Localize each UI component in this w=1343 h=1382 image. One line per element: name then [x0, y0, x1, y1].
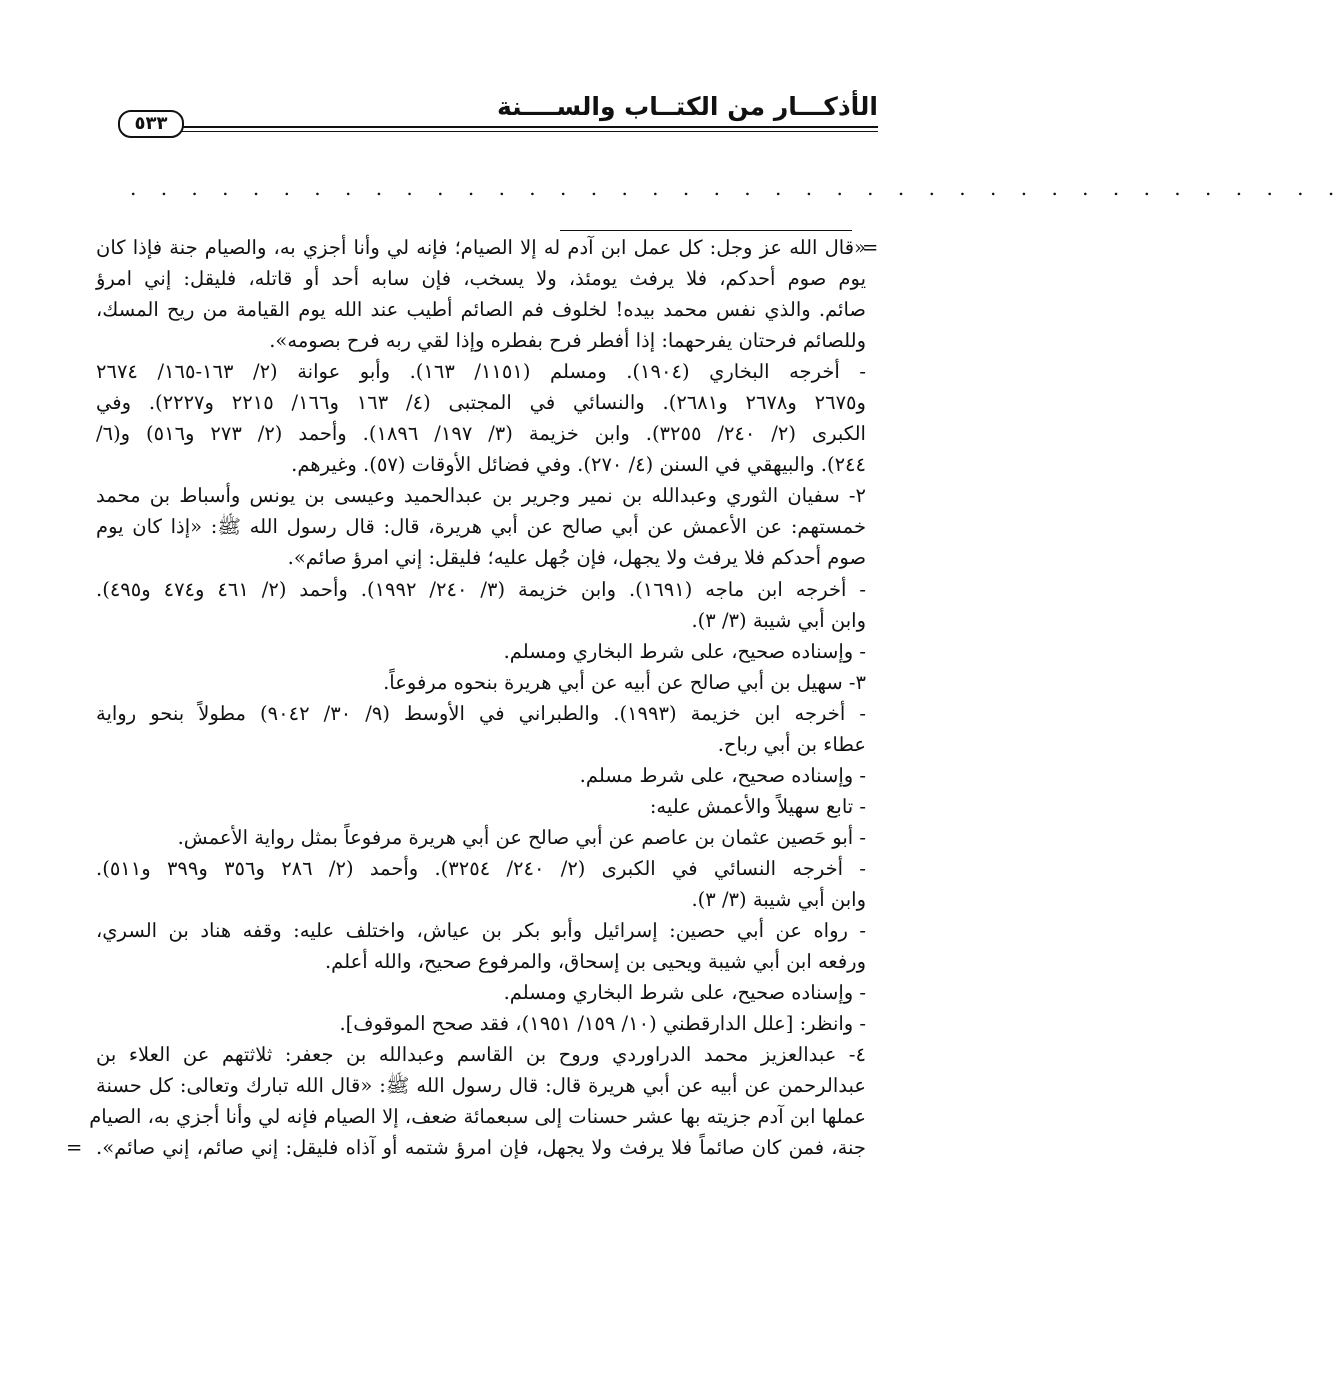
- text-line: عبدالرحمن عن أبيه عن أبي هريرة قال: قال رسول الله ﷺ: «قال الله تبارك وتعالى: كل حسنة: [96, 1074, 866, 1098]
- text-line: صوم أحدكم فلا يرفث ولا يجهل، فإن جُهل عليه؛ فليقل: إني امرؤ صائم».: [287, 546, 866, 570]
- text-line: - أخرجه النسائي في الكبرى (٢/ ٢٤٠/ ٣٢٥٤). وأحمد (٢/ ٢٨٦ و٣٥٦ و٣٩٩ و٥١١).: [96, 856, 866, 880]
- text-line: الكبرى (٢/ ٢٤٠/ ٣٢٥٥). وابن خزيمة (٣/ ١٩٧/ ١٨٩٦). وأحمد (٢/ ٢٧٣ و٥١٦) و(٦/: [96, 422, 866, 446]
- text-line: - وإسناده صحيح، على شرط البخاري ومسلم.: [503, 981, 866, 1005]
- text-line: جنة، فمن كان صائماً فلا يرفث ولا يجهل، فإن امرؤ شتمه أو آذاه فليقل: إني صائم، إني صائم».: [96, 1136, 866, 1160]
- text-line: خمستهم: عن الأعمش عن أبي صالح عن أبي هريرة، قال: قال رسول الله ﷺ: «إذا كان يوم: [96, 515, 866, 539]
- footnote-text: [89, 232, 866, 1163]
- text-line: وابن أبي شيبة (٣/ ٣).: [691, 887, 866, 911]
- header-rule: [174, 126, 878, 128]
- page-number: ٥٣٣: [118, 110, 184, 138]
- text-line: - رواه عن أبي حصين: إسرائيل وأبو بكر بن عياش، واختلف عليه: وقفه هناد بن السري،: [96, 919, 866, 943]
- continuation-mark-end: =: [66, 1136, 83, 1160]
- text-line: - أخرجه ابن خزيمة (١٩٩٣). والطبراني في الأوسط (٩/ ٣٠/ ٩٠٤٢) مطولاً بنحو رواية: [96, 701, 866, 725]
- text-line: - أخرجه البخاري (١٩٠٤). ومسلم (١١٥١/ ١٦٣). وأبو عوانة (٢/ ١٦٣-١٦٥/ ٢٦٧٤: [96, 360, 866, 384]
- text-line: ورفعه ابن أبي شيبة ويحيى بن إسحاق، والمرفوع صحيح، والله أعلم.: [324, 950, 866, 974]
- text-line: - وإسناده صحيح، على شرط مسلم.: [579, 763, 866, 787]
- text-line: وابن أبي شيبة (٣/ ٣).: [691, 608, 866, 632]
- text-line: عطاء بن أبي رباح.: [717, 732, 866, 756]
- running-title: الأذكـــار من الكتــاب والســــنة: [497, 92, 878, 121]
- text-line: - أبو حَصين عثمان بن عاصم عن أبي صالح عن أبي هريرة مرفوعاً بمثل رواية الأعمش.: [177, 825, 866, 849]
- text-line: - وانظر: [علل الدارقطني (١٠/ ١٥٩/ ١٩٥١)، فقد صحح الموقوف].: [339, 1012, 866, 1036]
- text-line: ٢٤٤). والبيهقي في السنن (٤/ ٢٧٠). وفي فضائل الأوقات (٥٧). وغيرهم.: [291, 453, 866, 477]
- text-line: و٢٦٧٥ و٢٦٧٨ و٢٦٨١). والنسائي في المجتبى (٤/ ١٦٣ و١٦٦/ ٢٢١٥ و٢٢٢٧). وفي: [96, 391, 866, 415]
- text-line: ٢- سفيان الثوري وعبدالله بن نمير وجرير بن عبدالحميد وعيسى بن يونس وأسباط بن محمد: [96, 484, 866, 508]
- page-header: [118, 88, 878, 144]
- footnote-rule: [560, 230, 852, 231]
- text-line: صائم. والذي نفس محمد بيده! لخلوف فم الصائم أطيب عند الله يوم القيامة من ريح المسك،: [96, 298, 866, 322]
- text-line: ٣- سهيل بن أبي صالح عن أبيه عن أبي هريرة بنحوه مرفوعاً.: [383, 670, 866, 694]
- text-line: - أخرجه ابن ماجه (١٦٩١). وابن خزيمة (٣/ ٢٤٠/ ١٩٩٢). وأحمد (٢/ ٤٦١ و٤٧٤ و٤٩٥).: [96, 577, 866, 601]
- text-line: وللصائم فرحتان يفرحهما: إذا أفطر فرح بفطره وإذا لقي ربه فرح بصومه».: [269, 329, 866, 353]
- text-line: يوم صوم أحدكم، فلا يرفث يومئذ، ولا يسخب، فإن سابه أحد أو قاتله، فليقل: إني امرؤ: [96, 267, 866, 291]
- text-line: «قال الله عز وجل: كل عمل ابن آدم له إلا الصيام؛ فإنه لي وأنا أجزي به، والصيام جنة فإذا كان: [96, 236, 866, 259]
- text-line: ٤- عبدالعزيز محمد الدراوردي وروح بن القاسم وعبدالله بن جعفر: ثلاثتهم عن العلاء بن: [96, 1043, 866, 1067]
- dotted-separator: . . . . . . . . . . . . . . . . . . . . . . . . . . . . . . . . . . . . . . . .: [130, 176, 1343, 200]
- text-line: - تابع سهيلاً والأعمش عليه:: [649, 794, 866, 818]
- text-line: عملها ابن آدم جزيته بها عشر حسنات إلى سبعمائة ضعف، إلا الصيام فإنه لي وأنا أجزي به، الصيام: [89, 1105, 866, 1129]
- header-rule-thin: [174, 131, 878, 132]
- continuation-mark-start: =: [862, 236, 879, 259]
- text-line: - وإسناده صحيح، على شرط البخاري ومسلم.: [503, 639, 866, 663]
